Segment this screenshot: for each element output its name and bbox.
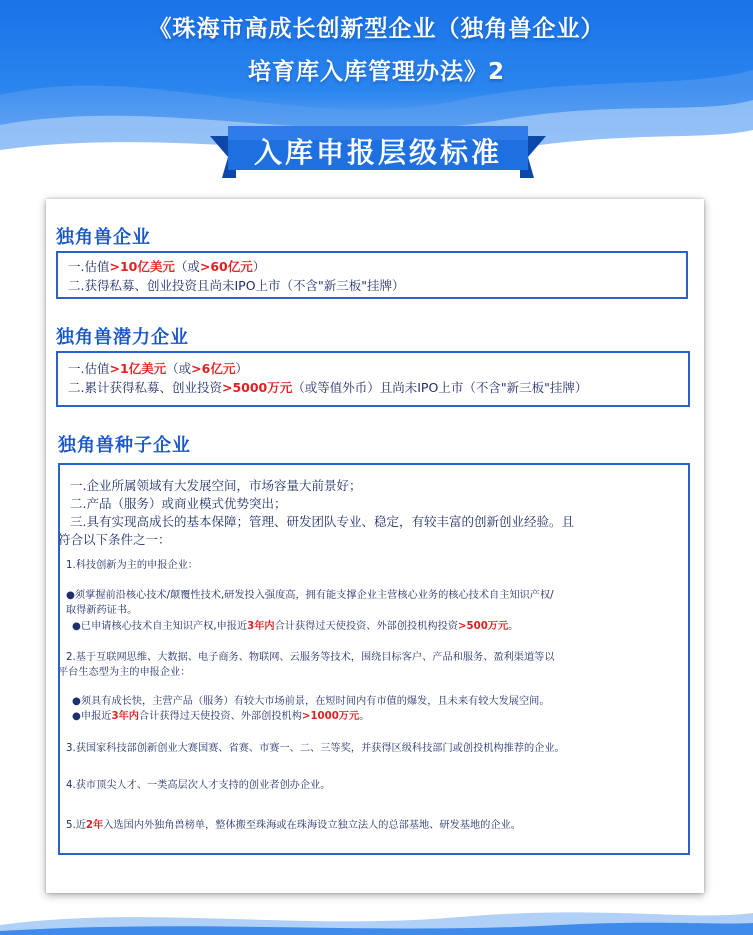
footer-background [0,895,753,935]
condition-2-bullet-2 [72,707,369,722]
seed-heading: 独角兽种子企业 [58,435,191,456]
potential-criterion-2 [68,378,678,397]
seed-point-3-cont: 符合以下条件之一： [58,532,171,547]
unicorn-criteria-box [56,251,688,299]
text-segment: 。 [508,621,519,632]
text-segment: ） [252,259,266,274]
section-banner [210,118,546,184]
highlight-value: 3年内 [247,621,275,632]
condition-2-title-cont: 平台生态型为主的申报企业： [58,667,191,678]
unicorn-heading: 独角兽企业 [56,227,151,248]
text-segment: （或等值外币）且尚未IPO上市（不含"新三板"挂牌） [292,380,588,395]
text-segment: （或 [166,361,192,376]
potential-criteria-box [56,351,690,407]
text-segment: 二.累计获得私募、创业投资 [68,380,222,395]
text-segment: 一.估值 [68,259,110,274]
text-segment: ●申报近 [72,711,112,722]
condition-3: 3.获国家科技部创新创业大赛国赛、省赛、市赛一、二、三等奖，并获得区级科技部门或创投机构推荐的企业。 [66,743,565,754]
highlight-value: >500万元 [457,621,509,632]
condition-1-bullet-1-cont: 取得新药证书。 [66,605,138,616]
condition-1-title: 1.科技创新为主的申报企业： [66,560,198,571]
text-segment: 。 [359,711,370,722]
highlight-value: >60亿元 [199,259,253,274]
content-card [46,199,704,893]
text-segment: ） [235,361,248,376]
condition-2-title: 2.基于互联网思维、大数据、电子商务、物联网、云服务等技术，围绕目标客户、产品和服务、盈利渠道等以 [66,652,555,663]
highlight-value: >5000万元 [221,380,293,395]
potential-heading: 独角兽潜力企业 [56,327,189,348]
unicorn-criterion-2: 二.获得私募、创业投资且尚未IPO上市（不含"新三板"挂牌） [68,278,405,293]
seed-point-2: 二.产品（服务）或商业模式优势突出； [70,496,287,511]
highlight-value: >10亿美元 [109,259,175,274]
condition-2-bullet-1: ●须具有成长快，主营产品（服务）有较大市场前景，在短时间内有市值的爆发，且未来有较大发展空间。 [72,696,550,707]
highlight-value: >1亿美元 [109,361,167,376]
condition-1-bullet-1: ●须掌握前沿核心技术/颠覆性技术,研发投入强度高，拥有能支撑企业主营核心业务的核心技术自主知识产权/ [66,590,554,601]
text-segment: （或 [174,259,200,274]
text-segment: 合计获得过天使投资、外部创投机构 [138,711,302,722]
unicorn-criterion-1 [68,257,676,276]
condition-5 [66,816,521,831]
highlight-value: 3年内 [111,711,139,722]
text-segment: 一.估值 [68,361,110,376]
highlight-value: >6亿元 [191,361,236,376]
highlight-value: >1000万元 [301,711,360,722]
seed-point-3: 三.具有实现高成长的基本保障；管理、研发团队专业、稳定，有较丰富的创新创业经验。且 [70,514,574,529]
text-segment: 入选国内外独角兽榜单，整体搬至珠海或在珠海设立独立法人的总部基地、研发基地的企业。 [103,820,521,831]
highlight-value: 2年 [85,820,104,831]
page-title-line2: 培育库入库管理办法》2 [247,59,505,85]
seed-criteria-box [58,463,690,855]
page-title-line1: 《珠海市高成长创新型企业（独角兽企业） [148,16,605,42]
text-segment: 5.近 [66,820,86,831]
footer-wave [0,895,753,935]
condition-4: 4.获市顶尖人才、一类高层次人才支持的创业者创办企业。 [66,780,331,791]
condition-1-bullet-2 [72,617,518,632]
banner-title: 入库申报层级标准 [253,136,502,169]
text-segment: ●已申请核心技术自主知识产权,申报近 [72,621,248,632]
seed-point-1: 一.企业所属领域有大发展空间，市场容量大前景好； [70,478,362,493]
potential-criterion-1 [68,359,678,378]
text-segment: 合计获得过天使投资、外部创投机构投资 [274,621,458,632]
